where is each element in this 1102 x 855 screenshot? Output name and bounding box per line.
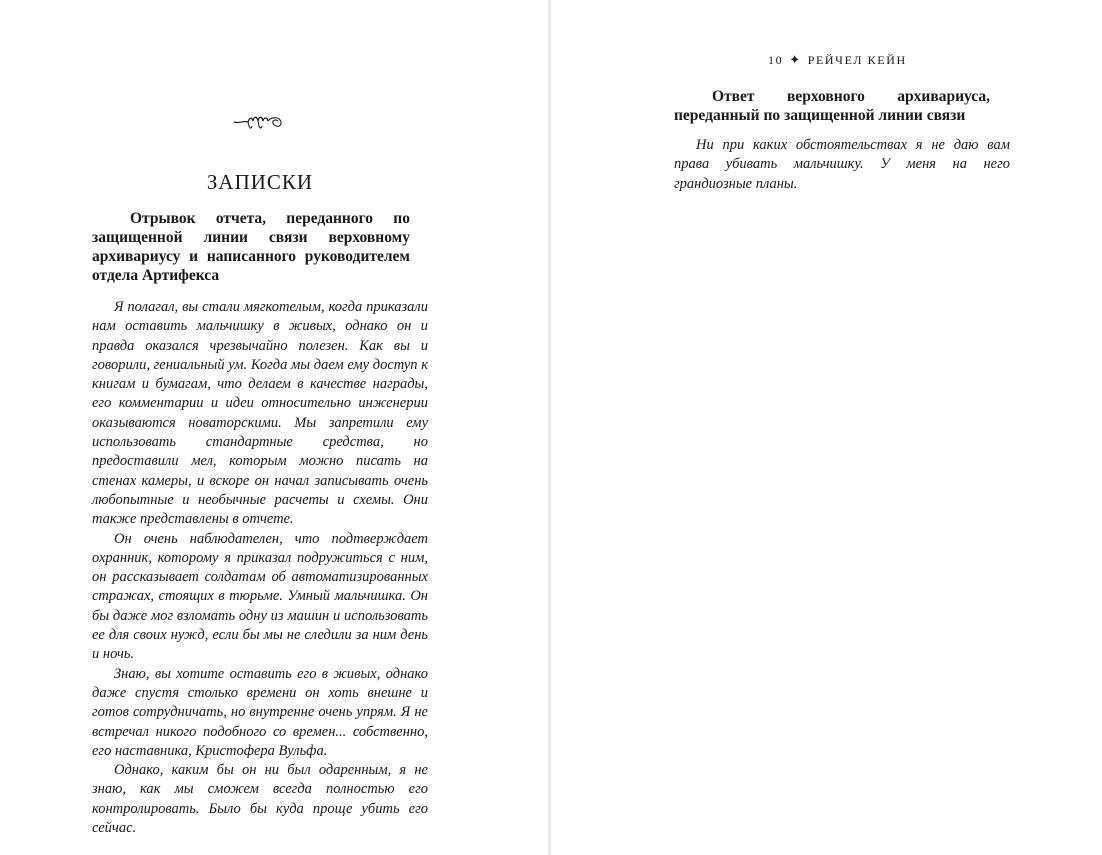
- right-page: [551, 0, 1102, 855]
- reply-paragraph-1: Ни при каких обстоятельствах я не даю вам права убивать мальчишку. У меня на него грандиозные планы.: [674, 137, 1010, 192]
- page-number: 10: [768, 53, 784, 67]
- four-point-star-icon: ✦: [789, 52, 802, 67]
- left-page: [0, 0, 550, 855]
- running-head-author: РЕЙЧЕЛ КЕЙН: [807, 53, 907, 67]
- chapter-title: ЗАПИСКИ: [206, 170, 314, 195]
- report-paragraph-4: Однако, каким бы он ни был одаренным, я не знаю, как мы сможем всегда полностью его контролировать. Было бы куда проще убить его сейчас.: [92, 762, 428, 837]
- report-paragraph-2: Он очень наблюдателен, что подтверждает охранник, которому я приказал подружиться с ним, он рассказывает солдатам об автоматизированных стражах, стоящих в тюрьме. Умный мальчишка. Он бы даже мог взломать одну из машин и использовать ее для своих нужд, если бы мы не следили за ним день и ночь.: [92, 530, 428, 663]
- report-paragraph-3: Знаю, вы хотите оставить его в живых, однако даже спустя столько времени он хоть внешне и готов сотрудничать, но внутренне очень упрям. Я не встречал никого подобного со времен... собственно, его наставника, Кристофера Вульфа.: [92, 665, 428, 759]
- swash-ornament-icon: [232, 108, 286, 134]
- report-body: [92, 298, 428, 838]
- report-subheading: Отрывок отчета, переданного по защищенной линии связи верховному архивариусу и написанного руководителем отдела Артифекса: [92, 210, 410, 284]
- running-head: [768, 52, 907, 68]
- report-paragraph-1: Я полагал, вы стали мягкотелым, когда приказали нам оставить мальчишку в живых, однако он и правда оказался чрезвычайно полезен. Как вы и говорили, гениальный ум. Когда мы даем ему доступ к книгам и бумагам, что делаем в качестве награды, его комментарии и идеи относительно инженерии оказываются новаторскими. Мы запретили ему использовать стандартные средства, но предоставили мел, которым можно писать на стенах камеры, и вскоре он начал записывать очень любопытные и необычные расчеты и схемы. Они также представлены в отчете.: [92, 299, 428, 528]
- reply-body: [674, 136, 1010, 194]
- reply-subheading: Ответ верховного архивариуса, переданный по защищенной линии связи: [674, 88, 990, 124]
